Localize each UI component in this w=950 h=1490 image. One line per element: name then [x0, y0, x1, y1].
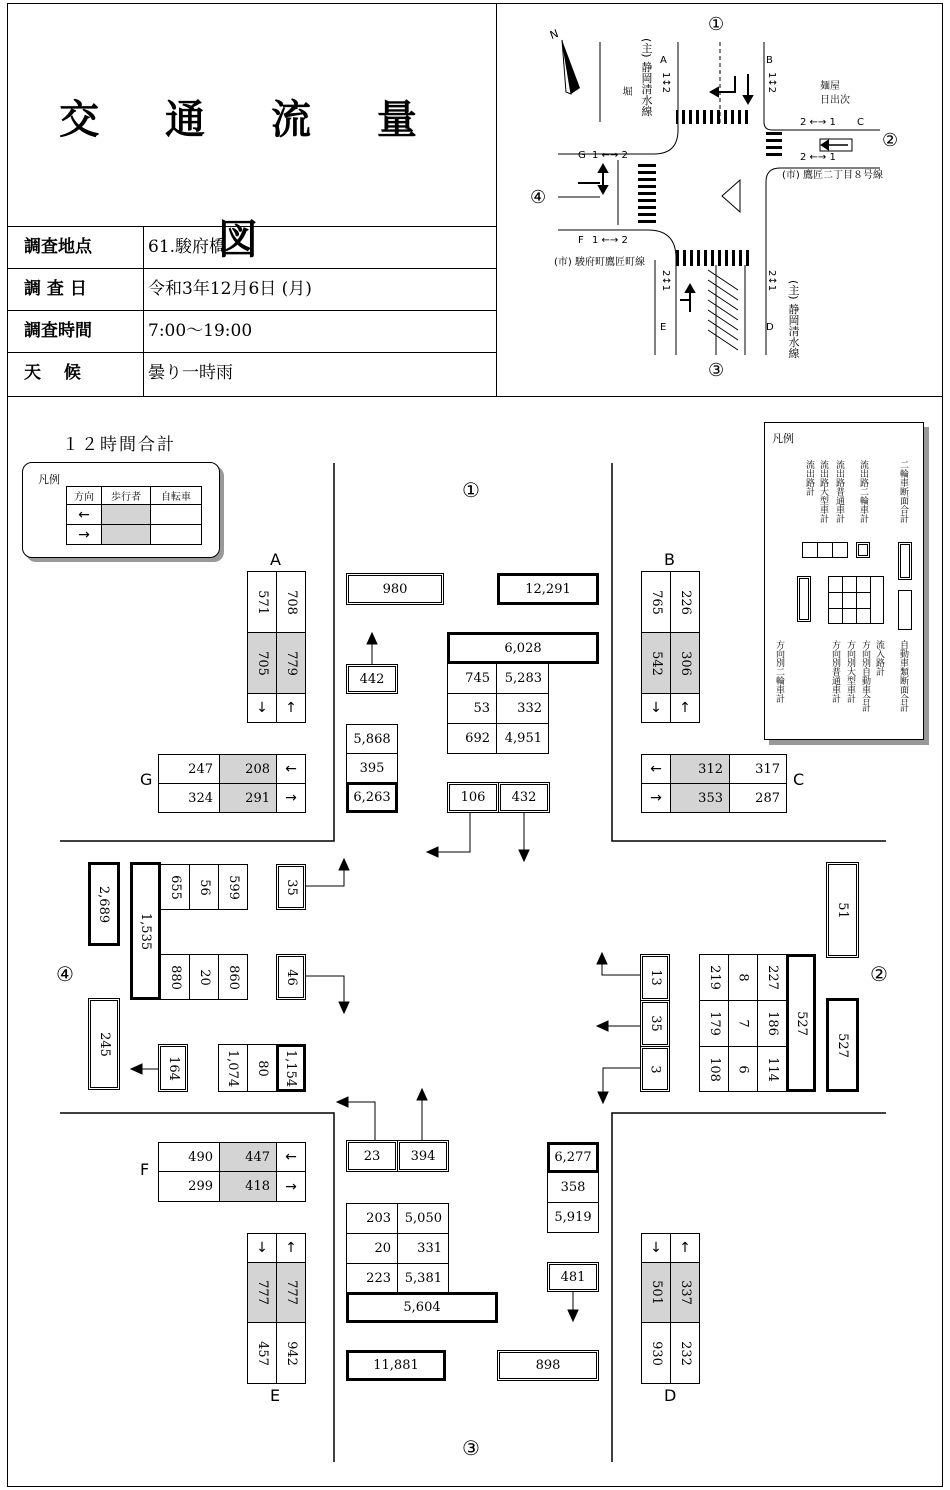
- crossing-c-bike-2: 287: [729, 783, 787, 813]
- map-crossing-d: D: [766, 322, 774, 333]
- map-north-label: N: [548, 26, 561, 43]
- south-row-3-auto: 5,381: [397, 1263, 449, 1293]
- legend-big-label: 方向別大型車計: [845, 640, 855, 703]
- north-out-total: 5,868: [346, 724, 398, 754]
- east-col2-2: 7: [728, 1000, 758, 1047]
- legend-big-label: 方向別自動車合計: [860, 640, 870, 712]
- south-out-normal: 5,919: [547, 1202, 599, 1233]
- crossing-e-label: E: [270, 1386, 281, 1405]
- map-approach-4: ④: [530, 187, 547, 208]
- page-title: 交 通 流 量 図: [59, 97, 443, 263]
- east-col1-1: 219: [699, 954, 729, 1001]
- crossing-a-bike-1: 571: [247, 571, 277, 633]
- crossing-f-label: F: [140, 1160, 150, 1179]
- south-turn-moto-straight: 394: [397, 1140, 449, 1172]
- legend-big-label: 二輪車断面合計: [898, 460, 908, 523]
- north-out-large: 395: [346, 753, 398, 783]
- crossing-c-bike-1: 317: [729, 754, 787, 784]
- map-approach-2: ②: [882, 130, 899, 151]
- east-col1-2: 179: [699, 1000, 729, 1047]
- map-road-label-north: (主) 静岡清水線: [640, 38, 653, 117]
- approach-1-mark: ①: [462, 478, 480, 502]
- info-value-date: 令和3年12月6日 (月): [148, 279, 312, 299]
- north-row-2-auto: 332: [496, 693, 549, 724]
- crossing-g-dir-right: →: [276, 783, 306, 813]
- info-value-location: 61.駿府橋: [148, 237, 227, 257]
- crossing-d-ped-1: 501: [641, 1262, 671, 1323]
- map-crossing-c-dir2: 2 ←→ 1: [800, 152, 836, 163]
- crossing-e-dir-up: ↑: [276, 1233, 306, 1263]
- south-in-total: 5,604: [346, 1292, 498, 1323]
- crossing-e-bike-1: 457: [247, 1322, 277, 1384]
- map-crossing-g-dir: 1 ←→ 2: [592, 150, 628, 161]
- crossing-d-dir-down: ↓: [641, 1233, 671, 1263]
- crossing-b-ped-1: 542: [641, 632, 671, 694]
- crossing-a-ped-2: 779: [276, 632, 306, 694]
- crossing-a-label: A: [270, 550, 281, 569]
- map-road-label-south: (主) 静岡清水線: [787, 280, 800, 359]
- map-crossing-a-dir: 1↕2: [660, 72, 671, 94]
- crossing-a-dir-up: ↑: [276, 693, 306, 723]
- legend-small-right-arrow: →: [66, 524, 102, 545]
- north-row-1-auto: 5,283: [496, 663, 549, 694]
- crossing-g-dir-left: ←: [276, 754, 306, 784]
- crossing-c-label: C: [793, 770, 805, 789]
- north-out-normal: 6,263: [346, 782, 398, 813]
- west-row-bottom-2: 20: [189, 954, 219, 1000]
- map-crossing-f: F: [578, 235, 584, 246]
- west-cross-auto: 2,689: [88, 862, 120, 946]
- map-crossing-c-dir1: 2 ←→ 1: [800, 117, 836, 128]
- crossing-c-ped-1: 312: [670, 754, 730, 784]
- west-row-top-1: 655: [160, 864, 190, 910]
- map-road-label-west: (市) 駿府町鷹匠町線: [554, 257, 645, 268]
- map-crossing-f-dir: 1 ←→ 2: [592, 235, 628, 246]
- crossing-f-ped-2: 418: [219, 1171, 277, 1202]
- west-row-top-2: 56: [189, 864, 219, 910]
- map-shop-label: 麺屋 日出次: [820, 81, 850, 106]
- map-crossing-e-dir: 2↕1: [660, 270, 671, 292]
- crossing-f-dir-left: ←: [276, 1142, 306, 1172]
- east-col1-3: 108: [699, 1046, 729, 1092]
- north-in-total: 6,028: [447, 632, 599, 664]
- map-crossing-b: B: [766, 55, 773, 66]
- north-row-2-moto: 53: [447, 693, 497, 724]
- crossing-g-bike-2: 324: [158, 783, 220, 813]
- south-turn-moto-left: 23: [346, 1140, 398, 1172]
- south-out-large: 358: [547, 1172, 599, 1203]
- north-turn-moto-straight: 432: [498, 782, 550, 813]
- crossing-a-dir-down: ↓: [247, 693, 277, 723]
- crossing-f-dir-right: →: [276, 1171, 306, 1202]
- legend-small-header-direction: 方向: [66, 486, 102, 505]
- crossing-e-bike-2: 942: [276, 1322, 306, 1384]
- legend-big-label: 流出路普通車計: [834, 460, 844, 523]
- crossing-c-dir-left: ←: [641, 754, 671, 784]
- east-in-total: 527: [786, 954, 816, 1092]
- legend-small-header-pedestrian: 歩行者: [101, 486, 151, 505]
- east-cross-moto: 51: [826, 862, 859, 958]
- crossing-g-ped-1: 208: [219, 754, 277, 784]
- south-row-2-moto: 20: [346, 1233, 398, 1264]
- east-col3-1: 227: [757, 954, 787, 1001]
- east-col2-1: 8: [728, 954, 758, 1001]
- legend-big-label: 流出路計: [804, 460, 814, 496]
- crossing-e-ped-2: 777: [276, 1262, 306, 1323]
- info-value-time: 7:00〜19:00: [148, 321, 253, 341]
- crossing-b-dir-up: ↑: [670, 693, 700, 723]
- info-label-weather: 天 候: [24, 363, 81, 383]
- approach-4-mark: ④: [56, 962, 74, 986]
- info-label-time: 調査時間: [24, 321, 92, 341]
- crossing-d-bike-2: 232: [670, 1322, 700, 1384]
- north-turn-moto-left: 106: [447, 782, 499, 813]
- crossing-a-ped-1: 705: [247, 632, 277, 694]
- legend-big-label: 自動車類断面合計: [898, 640, 908, 712]
- map-crossing-e: E: [660, 322, 667, 333]
- crossing-b-dir-down: ↓: [641, 693, 671, 723]
- north-cross-moto: 980: [346, 573, 444, 605]
- west-row-bottom-3: 860: [218, 954, 248, 1000]
- crossing-f-bike-2: 299: [158, 1171, 220, 1202]
- crossing-g-label: G: [140, 770, 153, 789]
- west-moto-bottom: 46: [276, 954, 306, 1000]
- crossing-b-label: B: [664, 550, 675, 569]
- info-label-location: 調査地点: [24, 237, 92, 257]
- west-cross-moto: 245: [88, 998, 120, 1090]
- south-out-moto: 481: [547, 1262, 599, 1292]
- east-col3-2: 186: [757, 1000, 787, 1047]
- south-cross-auto: 11,881: [346, 1350, 446, 1381]
- map-approach-1: ①: [708, 14, 725, 35]
- approach-2-mark: ②: [870, 962, 888, 986]
- crossing-g-ped-2: 291: [219, 783, 277, 813]
- map-road-label-east: (市) 鷹匠二丁目８号線: [782, 170, 883, 181]
- map-crossing-a: A: [660, 55, 667, 66]
- west-out-total: 1,074: [218, 1044, 248, 1092]
- crossing-d-ped-2: 337: [670, 1262, 700, 1323]
- west-moto-top: 35: [276, 864, 306, 910]
- legend-big-label: 方向別二輪車計: [774, 640, 784, 703]
- north-row-1-moto: 745: [447, 663, 497, 694]
- west-in-total: 1,535: [130, 862, 161, 1000]
- east-cross-auto: 527: [826, 998, 859, 1092]
- legend-big-label: 流出路二輪車計: [858, 460, 868, 523]
- west-out-moto: 164: [158, 1044, 188, 1092]
- legend-small-header-bicycle: 自転車: [150, 486, 202, 505]
- legend-small-title: 凡例: [38, 473, 60, 486]
- legend-big-label: 方向別普通車計: [830, 640, 840, 703]
- legend-big-label: 流出路大型車計: [818, 460, 828, 523]
- map-crossing-d-dir: 2↕1: [766, 270, 777, 292]
- crossing-g-bike-1: 247: [158, 754, 220, 784]
- east-moto-1: 13: [640, 954, 670, 1001]
- approach-3-mark: ③: [462, 1436, 480, 1460]
- west-row-top-3: 599: [218, 864, 248, 910]
- east-moto-2: 35: [640, 1000, 670, 1047]
- map-approach-3: ③: [708, 360, 725, 381]
- west-out-normal: 1,154: [276, 1044, 306, 1092]
- south-out-total: 6,277: [547, 1142, 599, 1173]
- info-value-weather: 曇り一時雨: [148, 363, 233, 383]
- south-row-1-auto: 5,050: [397, 1203, 449, 1234]
- crossing-e-dir-down: ↓: [247, 1233, 277, 1263]
- crossing-d-bike-1: 930: [641, 1322, 671, 1384]
- crossing-c-dir-right: →: [641, 783, 671, 813]
- map-crossing-b-dir: 1↕2: [766, 72, 777, 94]
- crossing-f-bike-1: 490: [158, 1142, 220, 1172]
- west-row-bottom-1: 880: [160, 954, 190, 1000]
- total-title: １２時間合計: [62, 435, 176, 455]
- crossing-f-ped-1: 447: [219, 1142, 277, 1172]
- north-row-3-auto: 4,951: [496, 723, 549, 754]
- east-col3-3: 114: [757, 1046, 787, 1092]
- north-row-3-moto: 692: [447, 723, 497, 754]
- east-moto-3: 3: [640, 1046, 670, 1092]
- east-col2-3: 6: [728, 1046, 758, 1092]
- crossing-d-label: D: [664, 1386, 677, 1405]
- crossing-b-ped-2: 306: [670, 632, 700, 694]
- south-row-3-moto: 223: [346, 1263, 398, 1293]
- legend-small-left-arrow: ←: [66, 504, 102, 525]
- map-crossing-c: C: [857, 117, 864, 128]
- crossing-d-dir-up: ↑: [670, 1233, 700, 1263]
- info-label-date: 調 査 日: [24, 279, 87, 299]
- crossing-b-bike-2: 226: [670, 571, 700, 633]
- south-row-2-auto: 331: [397, 1233, 449, 1264]
- map-river-label: 堀: [620, 86, 631, 96]
- north-cross-auto: 12,291: [497, 573, 599, 605]
- crossing-c-ped-2: 353: [670, 783, 730, 813]
- legend-big-label: 流入路計: [874, 640, 884, 676]
- south-row-1-moto: 203: [346, 1203, 398, 1234]
- map-crossing-g: G: [578, 150, 586, 161]
- west-out-large: 80: [247, 1044, 277, 1092]
- south-cross-moto: 898: [497, 1350, 599, 1381]
- north-out-moto: 442: [346, 664, 398, 694]
- crossing-b-bike-1: 765: [641, 571, 671, 633]
- crossing-e-ped-1: 777: [247, 1262, 277, 1323]
- legend-big-title: 凡例: [772, 432, 794, 445]
- crossing-a-bike-2: 708: [276, 571, 306, 633]
